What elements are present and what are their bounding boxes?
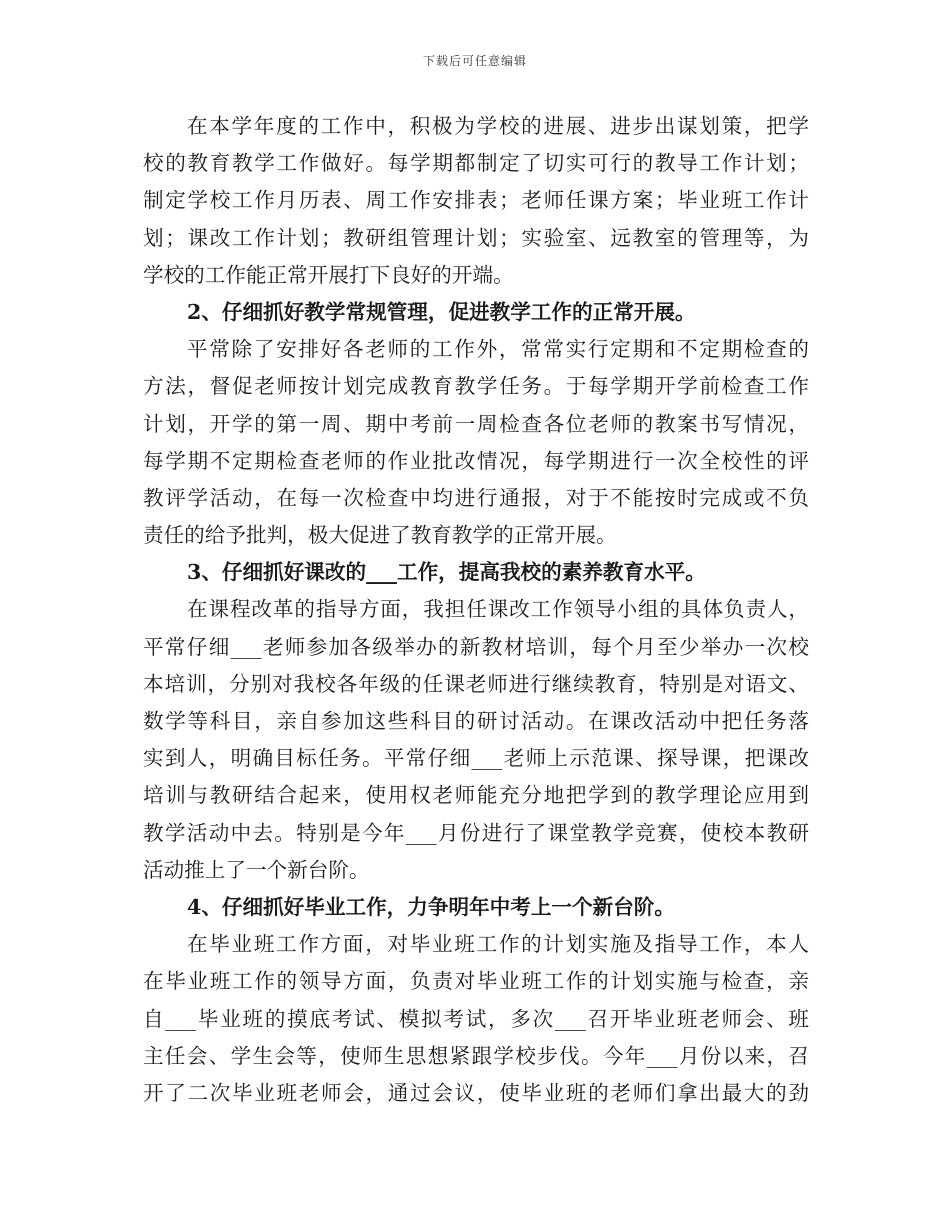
text-line: 计划，开学的第一周、期中考前一周检查各位老师的教案书写情况，: [143, 411, 809, 436]
text-line: 学校的工作能正常开展打下良好的开端。: [143, 262, 514, 287]
text-line: 活动推上了一个新台阶。: [143, 857, 370, 882]
section-heading: 3、仔细抓好课改的___工作，提高我校的素养教育水平。: [187, 560, 706, 585]
text-line: 主任会、学生会等，使师生思想紧跟学校步伐。今年___月份以来，召: [143, 1043, 809, 1068]
text-line: 划；课改工作计划；教研组管理计划；实验室、远教室的管理等，为: [143, 225, 809, 250]
text-line: 校的教育教学工作做好。每学期都制定了切实可行的教导工作计划；: [143, 151, 809, 176]
section-heading: 4、仔细抓好毕业工作，力争明年中考上一个新台阶。: [187, 894, 675, 919]
paragraph: [143, 108, 809, 294]
document-body: [143, 108, 809, 1112]
text-line: 培训与教研结合起来，使用权老师能充分地把学到的教学理论应用到: [143, 783, 809, 808]
section-heading: 2、仔细抓好教学常规管理，促进教学工作的正常开展。: [187, 299, 696, 324]
text-line: 实到人，明确目标任务。平常仔细___老师上示范课、探导课，把课改: [143, 746, 809, 771]
text-line: 在毕业班工作的领导方面，负责对毕业班工作的计划实施与检查，亲: [143, 969, 809, 994]
text-line: 平常除了安排好各老师的工作外，常常实行定期和不定期检查的: [187, 337, 809, 362]
paragraph: [143, 331, 809, 554]
page-header: 下载后可任意编辑: [422, 54, 527, 68]
text-line: 方法，督促老师按计划完成教育教学任务。于每学期开学前检查工作: [143, 374, 809, 399]
text-line: 责任的给予批判，极大促进了教育教学的正常开展。: [143, 523, 617, 548]
text-line: 制定学校工作月历表、周工作安排表；老师任课方案；毕业班工作计: [143, 188, 809, 213]
text-line: 在本学年度的工作中，积极为学校的进展、进步出谋划策，把学: [187, 114, 809, 138]
text-line: 本培训，分别对我校各年级的任课老师进行继续教育，特别是对语文、: [143, 671, 809, 696]
paragraph: [143, 926, 809, 1112]
text-line: 自___毕业班的摸底考试、模拟考试，多次___召开毕业班老师会、班: [143, 1006, 809, 1031]
text-line: 平常仔细___老师参加各级举办的新教材培训，每个月至少举办一次校: [143, 634, 809, 659]
text-line: 教评学活动，在每一次检查中均进行通报，对于不能按时完成或不负: [143, 485, 809, 510]
text-line: 数学等科目，亲自参加这些科目的研讨活动。在课改活动中把任务落: [143, 709, 809, 733]
text-line: 在课程改革的指导方面，我担任课改工作领导小组的具体负责人，: [187, 597, 809, 622]
text-line: 教学活动中去。特别是今年___月份进行了课堂教学竞赛，使校本教研: [143, 820, 809, 845]
text-line: 每学期不定期检查老师的作业批改情况，每学期进行一次全校性的评: [143, 448, 809, 473]
text-line: 在毕业班工作方面，对毕业班工作的计划实施及指导工作，本人: [187, 932, 809, 957]
paragraph: [143, 591, 809, 889]
text-line: 开了二次毕业班老师会，通过会议，使毕业班的老师们拿出最大的劲: [143, 1080, 809, 1105]
